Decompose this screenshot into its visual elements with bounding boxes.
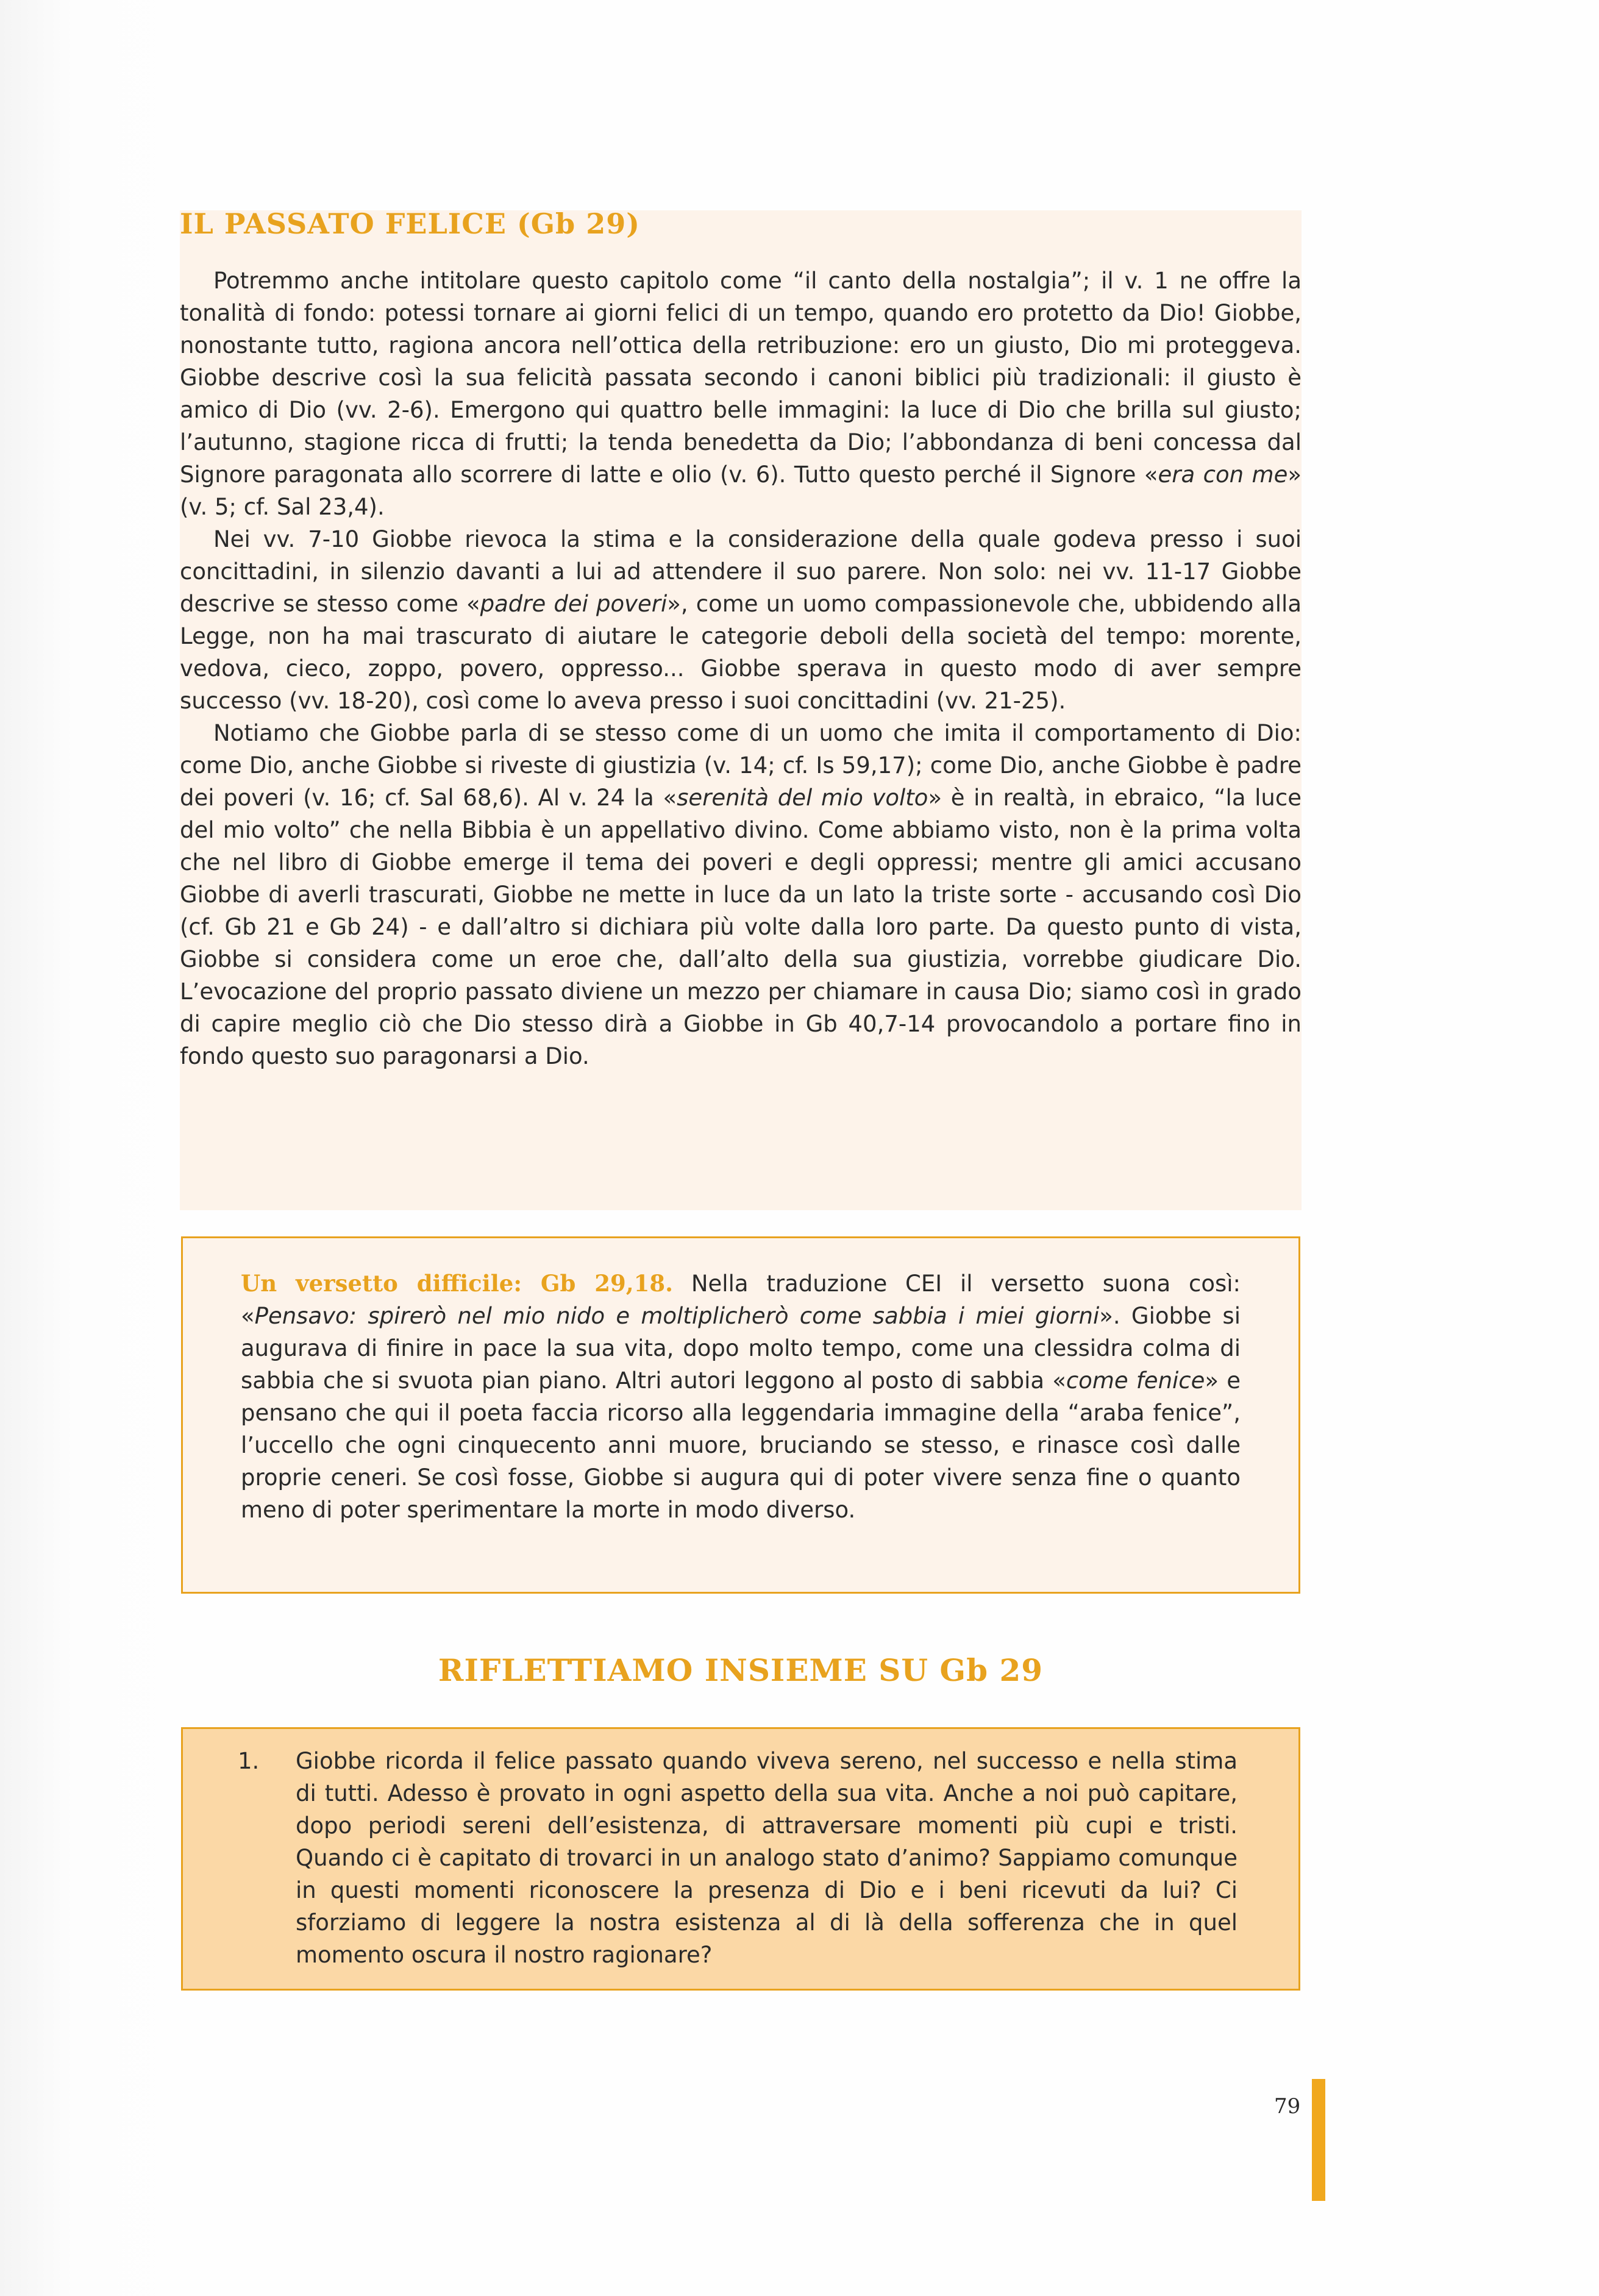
question-number: 1. <box>238 1748 260 1774</box>
italic-quote: era con me <box>1158 462 1288 488</box>
question-text: Giobbe ricorda il felice passato quando viveva sereno, nel successo e nella stima di tutti. Adesso è provato in ogni aspetto della sua vita. Anche a noi può capitare, dopo periodi sereni dell’esistenza, di attraversare momenti più cupi e tristi. Quando ci è capitato di trovarci in un analogo stato d’animo? Sappiamo comunque in questi momenti riconoscere la presenza di Dio e i beni ricevuti da lui? Ci sforziamo di leggere la nostra esistenza al di là della sofferenza che in quel momento oscura il nostro ragionare? <box>296 1748 1238 1968</box>
note-paragraph <box>241 1267 1241 1526</box>
note-box <box>181 1236 1300 1594</box>
text-run: », come un uomo compassionevole che, ubbidendo alla Legge, non ha mai trascurato di aiutare le categorie deboli della società del tempo: morente, vedova, cieco, zoppo, povero, oppresso... Giobbe sperava in questo modo di aver sempre successo (vv. 18-20), così come lo aveva presso i suoi concittadini (vv. 21-25). <box>180 591 1302 714</box>
italic-quote: Pensavo: spirerò nel mio nido e moltiplicherò come sabbia i miei giorni <box>254 1303 1100 1329</box>
italic-quote: serenità del mio volto <box>677 785 928 811</box>
section-body <box>180 265 1302 1072</box>
text-run: » è in realtà, in ebraico, “la luce del mio volto” che nella Bibbia è un appellativo divino. Come abbiamo visto, non è la prima volta che nel libro di Giobbe emerge il tema dei poveri e degli oppressi; mentre gli amici accusano Giobbe di averli trascurati, Giobbe ne mette in luce da un lato la triste sorte - accusando così Dio (cf. Gb 21 e Gb 24) - e dall’altro si dichiara più volte dalla loro parte. Da questo punto di vista, Giobbe si considera come un eroe che, dall’alto della sua giustizia, vorrebbe giudicare Dio. L’evocazione del proprio passato diviene un mezzo per chiamare in causa Dio; siamo così in grado di capire meglio ciò che Dio stesso dirà a Giobbe in Gb 40,7-14 provocandolo a portare fino in fondo questo suo paragonarsi a Dio. <box>180 785 1302 1069</box>
italic-quote: padre dei poveri <box>480 591 668 617</box>
section-title: IL PASSATO FELICE (Gb 29) <box>180 207 641 240</box>
text-run: Potremmo anche intitolare questo capitolo come “il canto della nostalgia”; il v. 1 ne offre la tonalità di fondo: potessi tornare ai giorni felici di un tempo, quando ero protetto da Dio! Giobbe, nonostante tutto, ragiona ancora nell’ottica della retribuzione: ero un giusto, Dio mi proteggeva. Giobbe descrive così la sua felicità passata secondo i canoni biblici più tradizionali: il giusto è amico di Dio (vv. 2-6). Emergono qui quattro belle immagini: la luce di Dio che brilla sul giusto; l’autunno, stagione ricca di frutti; la tenda benedetta da Dio; l’abbondanza di beni concessa dal Signore paragonata allo scorrere di latte e olio (v. 6). Tutto questo perché il Signore « <box>180 268 1302 488</box>
reflection-title: RIFLETTIAMO INSIEME SU Gb 29 <box>438 1652 1044 1688</box>
list-item <box>238 1745 1238 1971</box>
paragraph <box>180 265 1302 523</box>
text-run: » e pensano che qui il poeta faccia ricorso alla leggendaria immagine della “araba fenice”, l’uccello che ogni cinquecento anni muore, bruciando se stesso, e rinasce così dalle proprie ceneri. Se così fosse, Giobbe si augura qui di poter vivere senza fine o quanto meno di poter sperimentare la morte in modo diverso. <box>241 1367 1241 1523</box>
text-run: Notiamo che Giobbe parla di se stesso come di un uomo che imita il comportamento di Dio: come Dio, anche Giobbe si riveste di giustizia (v. 14; cf. Is 59,17); come Dio, anche Giobbe è padre dei poveri (v. 16; cf. Sal 68,6). Al v. 24 la « <box>180 720 1302 811</box>
note-title: Un versetto difficile: Gb 29,18. <box>241 1270 674 1297</box>
page-accent-bar <box>1312 2079 1325 2201</box>
paragraph <box>180 523 1302 717</box>
paragraph <box>180 717 1302 1072</box>
italic-quote: come fenice <box>1066 1367 1205 1394</box>
text-run: ». Giobbe si augurava di finire in pace la sua vita, dopo molto tempo, come una clessidra colma di sabbia che si svuota pian piano. Altri autori leggono al posto di sabbia « <box>241 1303 1241 1394</box>
main-section <box>180 207 1302 1072</box>
reflection-box <box>181 1727 1300 1991</box>
text-run: Nei vv. 7-10 Giobbe rievoca la stima e la considerazione della quale godeva presso i suoi concittadini, in silenzio davanti a lui ad attendere il suo parere. Non solo: nei vv. 11-17 Giobbe descrive se stesso come « <box>180 526 1302 617</box>
page-number: 79 <box>1274 2094 1301 2119</box>
text-run: Nella traduzione CEI il versetto suona così: « <box>241 1271 1241 1329</box>
text-run: » (v. 5; cf. Sal 23,4). <box>180 462 1302 520</box>
